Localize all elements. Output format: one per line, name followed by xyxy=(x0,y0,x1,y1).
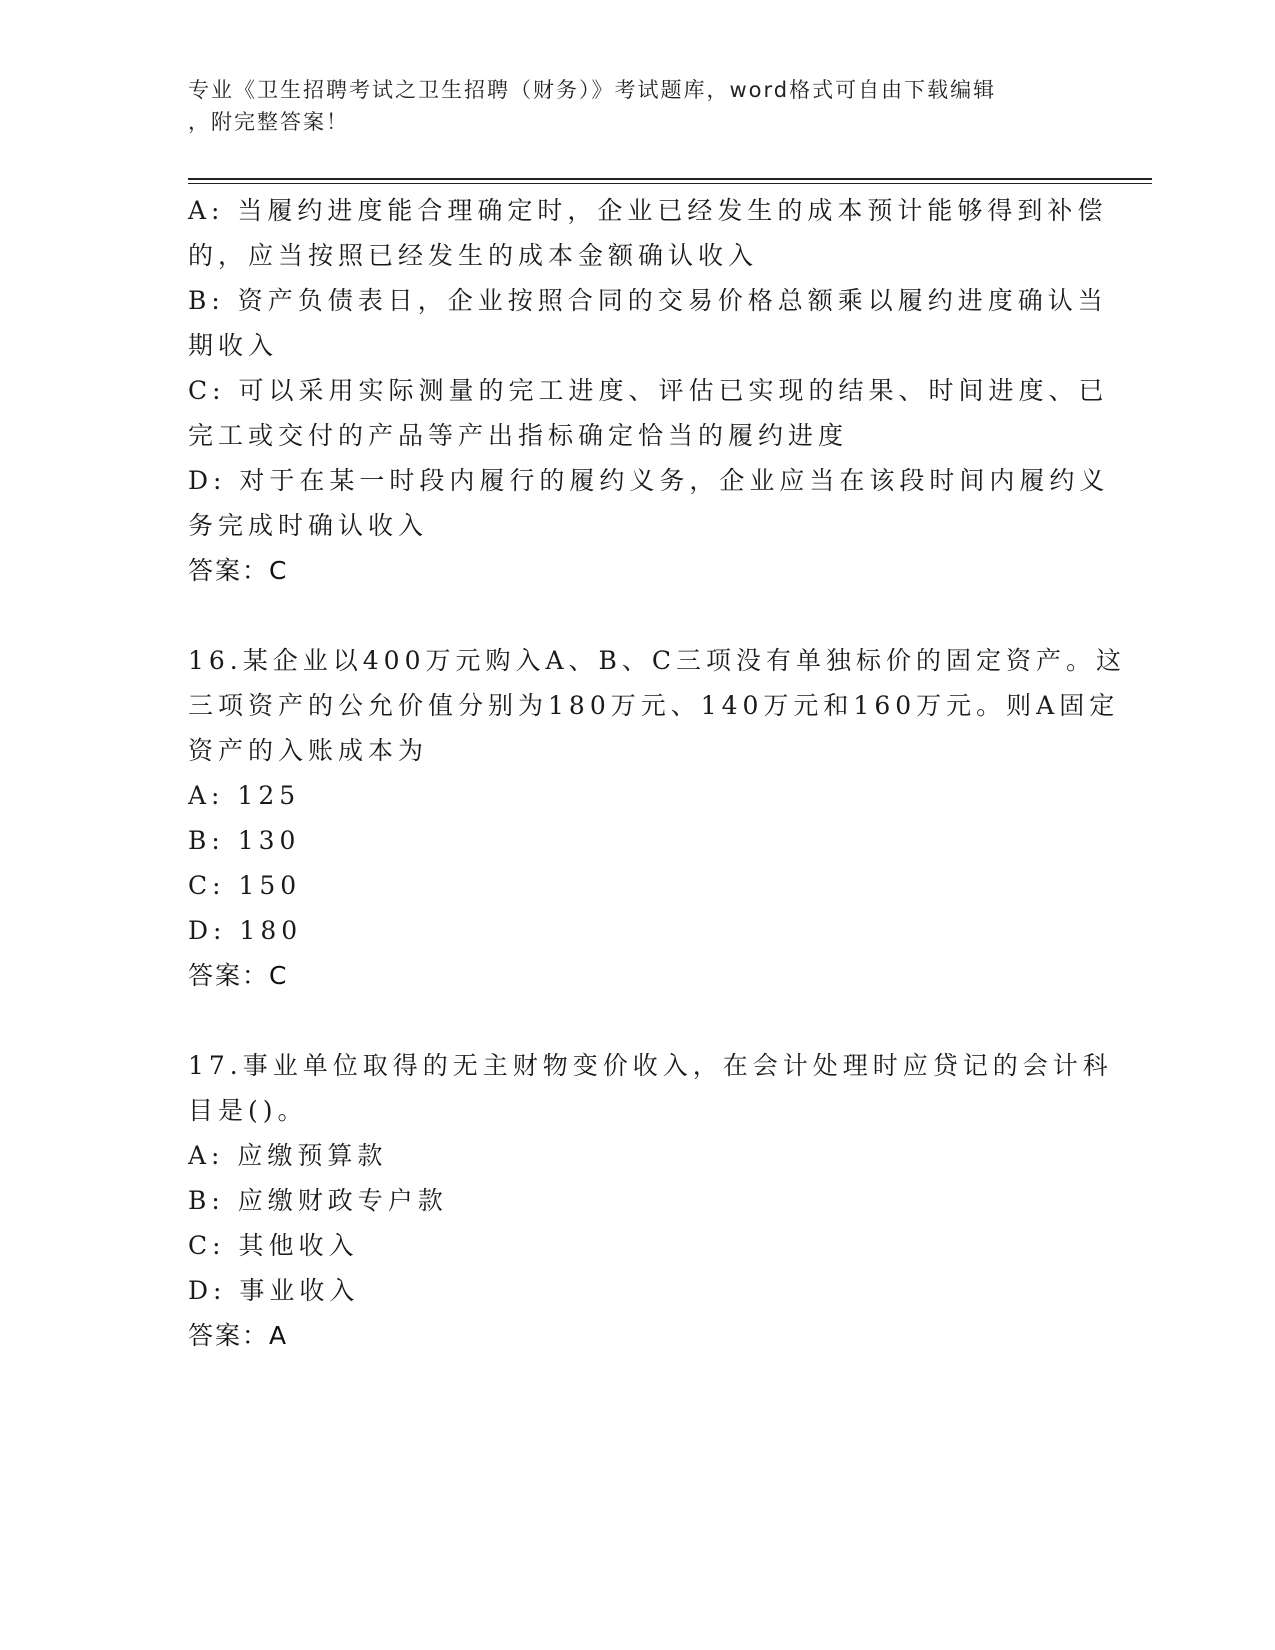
q16-option-a: A: 125 xyxy=(188,781,301,810)
q16-stem-line-3: 资产的入账成本为 xyxy=(188,736,429,765)
q16-answer: 答案：C xyxy=(188,961,289,990)
question-content xyxy=(188,188,1127,1358)
q16-option-b: B: 130 xyxy=(188,826,301,855)
q15-option-a-line-1: A: 当履约进度能合理确定时，企业已经发生的成本预计能够得到补偿 xyxy=(188,196,1108,225)
header-divider-thick xyxy=(188,178,1152,180)
q15-option-d-line-2: 务完成时确认收入 xyxy=(188,511,429,540)
header-divider-thin xyxy=(188,183,1152,184)
q15-option-a-line-2: 的，应当按照已经发生的成本金额确认收入 xyxy=(188,241,759,270)
question-gap xyxy=(188,593,1088,638)
q15-answer: 答案：C xyxy=(188,556,289,585)
q15-option-c-line-2: 完工或交付的产品等产出指标确定恰当的履约进度 xyxy=(188,421,849,450)
q16-stem-line-2: 三项资产的公允价值分别为180万元、140万元和160万元。则A固定 xyxy=(188,691,1120,720)
q16-option-d: D: 180 xyxy=(188,916,303,945)
document-header xyxy=(188,74,1068,138)
q16-stem-line-1: 16.某企业以400万元购入A、B、C三项没有单独标价的固定资产。这 xyxy=(188,646,1127,675)
header-title-line-1: 专业《卫生招聘考试之卫生招聘（财务）》考试题库，word格式可自由下载编辑 xyxy=(188,78,997,102)
q17-answer: 答案：A xyxy=(188,1321,289,1350)
q15-option-b-line-2: 期收入 xyxy=(188,331,279,360)
question-17-block xyxy=(188,1043,1113,1358)
q15-option-c-line-1: C: 可以采用实际测量的完工进度、评估已实现的结果、时间进度、已 xyxy=(188,376,1109,405)
header-title-line-2: ，附完整答案！ xyxy=(188,110,349,134)
q17-option-a: A: 应缴预算款 xyxy=(188,1141,388,1170)
q17-option-b: B: 应缴财政专户款 xyxy=(188,1186,448,1215)
q15-option-b-line-1: B: 资产负债表日，企业按照合同的交易价格总额乘以履约进度确认当 xyxy=(188,286,1108,315)
question-15-block xyxy=(188,188,1110,593)
q17-stem-line-2: 目是()。 xyxy=(188,1096,308,1125)
question-gap xyxy=(188,998,1088,1043)
q17-stem-line-1: 17.事业单位取得的无主财物变价收入，在会计处理时应贷记的会计科 xyxy=(188,1051,1113,1080)
q15-option-d-line-1: D: 对于在某一时段内履行的履约义务，企业应当在该段时间内履约义 xyxy=(188,466,1110,495)
q17-option-c: C: 其他收入 xyxy=(188,1231,359,1260)
q17-option-d: D: 事业收入 xyxy=(188,1276,360,1305)
q16-option-c: C: 150 xyxy=(188,871,302,900)
question-16-block xyxy=(188,638,1127,998)
